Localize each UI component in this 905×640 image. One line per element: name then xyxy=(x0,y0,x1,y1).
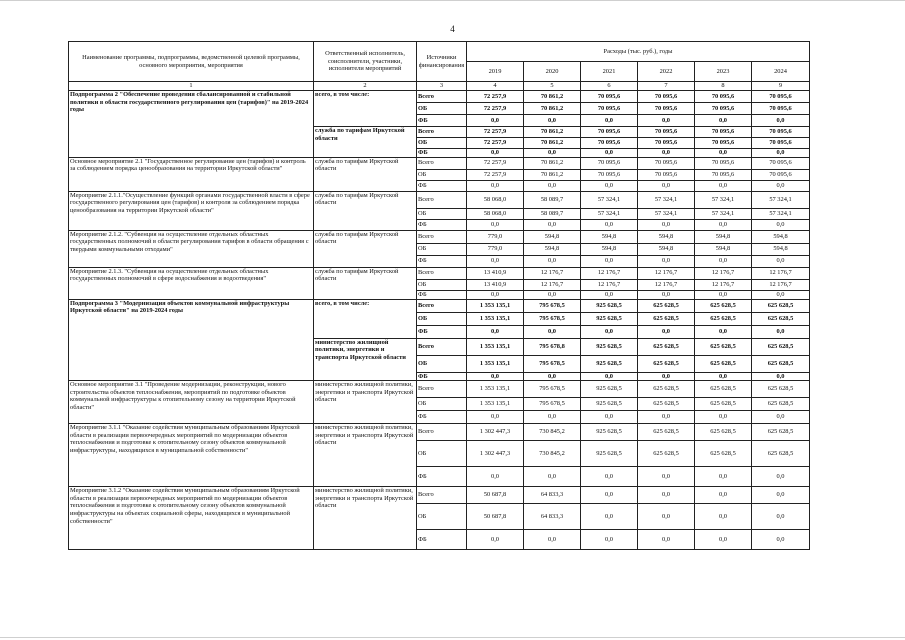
expense-value: 0,0 xyxy=(752,180,810,191)
expense-value: 57 324,1 xyxy=(581,208,638,219)
expense-value: 70 095,6 xyxy=(752,127,810,138)
expense-value: 925 628,5 xyxy=(581,424,638,441)
expense-value: 0,0 xyxy=(695,149,752,158)
scan-edge-bottom xyxy=(0,637,905,638)
expense-value: 1 353 135,1 xyxy=(467,398,524,411)
executor-cell: министерство жилищной политики, энергетики и транспорта Иркутской области xyxy=(314,424,417,487)
expense-value: 0,0 xyxy=(581,411,638,424)
expense-value: 70 095,6 xyxy=(581,91,638,103)
expense-value: 0,0 xyxy=(467,530,524,550)
expense-value: 0,0 xyxy=(467,149,524,158)
expense-value: 625 628,5 xyxy=(638,355,695,372)
expense-value: 12 176,7 xyxy=(695,267,752,279)
expense-value: 1 353 135,1 xyxy=(467,299,524,312)
funding-source: ОБ xyxy=(417,504,467,530)
funding-source: Всего xyxy=(417,91,467,103)
expense-value: 0,0 xyxy=(752,255,810,267)
column-index: 6 xyxy=(581,82,638,91)
expense-value: 12 176,7 xyxy=(638,279,695,290)
expense-value: 0,0 xyxy=(467,219,524,230)
expense-value: 925 628,5 xyxy=(581,441,638,467)
expense-value: 57 324,1 xyxy=(638,191,695,208)
expense-value: 625 628,5 xyxy=(752,381,810,398)
expense-value: 779,0 xyxy=(467,230,524,243)
expense-value: 70 095,6 xyxy=(695,103,752,115)
funding-source: Всего xyxy=(417,267,467,279)
expense-value: 0,0 xyxy=(695,115,752,127)
expense-value: 0,0 xyxy=(524,115,581,127)
funding-source: Всего xyxy=(417,487,467,504)
expense-value: 0,0 xyxy=(752,372,810,381)
activity-name: Основное мероприятие 3.1 "Проведение модернизации, реконструкции, нового строительства объектов теплоснабжения, мероприятий по подготовке объектов коммунальной инфраструктуры к отопительному сезону на территории Иркутской области" xyxy=(69,381,314,424)
expense-value: 0,0 xyxy=(524,180,581,191)
expense-value: 925 628,5 xyxy=(581,299,638,312)
expense-value: 70 095,6 xyxy=(752,157,810,169)
expense-value: 1 353 135,1 xyxy=(467,355,524,372)
funding-source: ФБ xyxy=(417,325,467,338)
expense-value: 0,0 xyxy=(638,219,695,230)
expense-value: 0,0 xyxy=(695,372,752,381)
expense-value: 0,0 xyxy=(581,325,638,338)
expense-value: 925 628,5 xyxy=(581,338,638,355)
activity-name: Мероприятие 3.1.1 "Оказание содействия муниципальным образованиям Иркутской области в реализации первоочередных мероприятий по модернизации объектов теплоснабжения и подготовке к отопительному сезону объектов коммунальной инфраструктуры, находящихся в муниципальной собственности" xyxy=(69,424,314,487)
expense-value: 0,0 xyxy=(467,411,524,424)
expense-value: 0,0 xyxy=(752,411,810,424)
expense-value: 57 324,1 xyxy=(752,208,810,219)
expense-value: 779,0 xyxy=(467,243,524,255)
expense-value: 0,0 xyxy=(524,219,581,230)
header-year: 2021 xyxy=(581,62,638,82)
expense-value: 625 628,5 xyxy=(638,381,695,398)
expense-value: 70 095,6 xyxy=(581,138,638,149)
expense-value: 0,0 xyxy=(695,325,752,338)
expense-value: 0,0 xyxy=(524,411,581,424)
expense-value: 0,0 xyxy=(581,467,638,487)
expense-value: 1 302 447,3 xyxy=(467,441,524,467)
funding-source: ОБ xyxy=(417,398,467,411)
expense-value: 12 176,7 xyxy=(695,279,752,290)
expense-value: 70 095,6 xyxy=(638,157,695,169)
header-executor: Ответственный исполнитель, соисполнители, участники, исполнители мероприятий xyxy=(314,42,417,82)
header-year: 2019 xyxy=(467,62,524,82)
expense-value: 70 095,6 xyxy=(581,169,638,180)
expense-value: 70 095,6 xyxy=(638,103,695,115)
expense-value: 0,0 xyxy=(752,467,810,487)
expense-value: 70 095,6 xyxy=(695,91,752,103)
page-number: 4 xyxy=(450,24,455,34)
executor-cell: служба по тарифам Иркутской области xyxy=(314,127,417,158)
expense-value: 0,0 xyxy=(752,487,810,504)
expense-value: 625 628,5 xyxy=(695,424,752,441)
expense-value: 12 176,7 xyxy=(524,267,581,279)
expense-value: 1 302 447,3 xyxy=(467,424,524,441)
funding-source: Всего xyxy=(417,299,467,312)
expense-value: 50 687,8 xyxy=(467,504,524,530)
funding-source: ФБ xyxy=(417,411,467,424)
expense-value: 594,8 xyxy=(752,243,810,255)
expense-value: 58 089,7 xyxy=(524,208,581,219)
expense-value: 594,8 xyxy=(638,243,695,255)
expense-value: 625 628,5 xyxy=(638,398,695,411)
expense-value: 72 257,9 xyxy=(467,169,524,180)
expense-value: 795 678,5 xyxy=(524,299,581,312)
expense-value: 625 628,5 xyxy=(695,381,752,398)
expense-value: 625 628,5 xyxy=(752,424,810,441)
expense-value: 0,0 xyxy=(638,149,695,158)
expense-value: 625 628,5 xyxy=(695,355,752,372)
executor-cell: министерство жилищной политики, энергетики и транспорта Иркутской области xyxy=(314,381,417,424)
expense-value: 925 628,5 xyxy=(581,312,638,325)
funding-source: ОБ xyxy=(417,138,467,149)
expense-value: 0,0 xyxy=(695,411,752,424)
expense-value: 795 678,5 xyxy=(524,355,581,372)
expense-value: 625 628,5 xyxy=(752,398,810,411)
expense-value: 0,0 xyxy=(581,219,638,230)
expense-value: 0,0 xyxy=(638,290,695,299)
expense-value: 795 678,8 xyxy=(524,338,581,355)
expense-value: 70 095,6 xyxy=(752,138,810,149)
expense-value: 57 324,1 xyxy=(581,191,638,208)
header-year: 2024 xyxy=(752,62,810,82)
expense-value: 57 324,1 xyxy=(695,191,752,208)
funding-source: Всего xyxy=(417,157,467,169)
activity-name: Мероприятие 3.1.2 "Оказание содействия муниципальным образованиям Иркутской области в реализации первоочередных мероприятий по модернизации объектов теплоснабжения и подготовке к отопительному сезону объектов коммунальной инфраструктуры на объектах социальной сферы, находящихся в муниципальной собственности" xyxy=(69,487,314,550)
expense-value: 0,0 xyxy=(752,325,810,338)
expense-value: 12 176,7 xyxy=(752,267,810,279)
expense-value: 0,0 xyxy=(638,325,695,338)
expense-value: 70 095,6 xyxy=(752,169,810,180)
expense-value: 0,0 xyxy=(695,467,752,487)
column-index: 9 xyxy=(752,82,810,91)
expense-value: 70 095,6 xyxy=(638,138,695,149)
header-year: 2020 xyxy=(524,62,581,82)
expense-value: 625 628,5 xyxy=(638,441,695,467)
expense-value: 70 095,6 xyxy=(695,138,752,149)
expense-value: 594,8 xyxy=(524,243,581,255)
expense-value: 72 257,9 xyxy=(467,91,524,103)
expense-value: 70 095,6 xyxy=(695,157,752,169)
funding-source: Всего xyxy=(417,191,467,208)
expense-value: 0,0 xyxy=(524,149,581,158)
expense-value: 1 353 135,1 xyxy=(467,381,524,398)
expense-value: 70 861,2 xyxy=(524,157,581,169)
expense-value: 13 410,9 xyxy=(467,279,524,290)
expense-value: 0,0 xyxy=(638,180,695,191)
expense-value: 0,0 xyxy=(524,530,581,550)
expense-value: 925 628,5 xyxy=(581,398,638,411)
header-expenses: Расходы (тыс. руб.), годы xyxy=(467,42,810,62)
funding-source: Всего xyxy=(417,338,467,355)
funding-source: ФБ xyxy=(417,372,467,381)
expense-value: 625 628,5 xyxy=(695,398,752,411)
activity-name: Мероприятие 2.1.3. "Субвенция на осуществление отдельных областных государственных полномочий в сфере водоснабжения и водоотведения" xyxy=(69,267,314,299)
expense-value: 0,0 xyxy=(638,411,695,424)
column-index: 7 xyxy=(638,82,695,91)
expense-value: 0,0 xyxy=(752,530,810,550)
expense-value: 625 628,5 xyxy=(695,441,752,467)
expense-value: 12 176,7 xyxy=(638,267,695,279)
expense-value: 0,0 xyxy=(752,149,810,158)
column-index: 5 xyxy=(524,82,581,91)
expense-value: 0,0 xyxy=(638,372,695,381)
funding-source: ОБ xyxy=(417,312,467,325)
expense-value: 625 628,5 xyxy=(752,312,810,325)
expense-value: 70 095,6 xyxy=(695,169,752,180)
funding-source: ОБ xyxy=(417,441,467,467)
expense-value: 70 095,6 xyxy=(581,157,638,169)
funding-source: ФБ xyxy=(417,180,467,191)
subprogram-2-name: Подпрограмма 2 "Обеспечение проведения сбалансированной и стабильной политики в области государственного регулирования цен (тарифов)" на 2019-2024 годы xyxy=(69,91,314,158)
expense-value: 0,0 xyxy=(695,180,752,191)
expense-value: 58 068,0 xyxy=(467,191,524,208)
funding-source: ОБ xyxy=(417,208,467,219)
expense-value: 730 845,2 xyxy=(524,424,581,441)
expense-value: 594,8 xyxy=(752,230,810,243)
expenses-table-body xyxy=(69,91,810,550)
expense-value: 70 095,6 xyxy=(638,91,695,103)
expense-value: 12 176,7 xyxy=(524,279,581,290)
executor-cell: служба по тарифам Иркутской области xyxy=(314,230,417,267)
expense-value: 0,0 xyxy=(524,467,581,487)
expense-value: 0,0 xyxy=(638,504,695,530)
expense-value: 72 257,9 xyxy=(467,103,524,115)
expense-value: 795 678,5 xyxy=(524,312,581,325)
expense-value: 12 176,7 xyxy=(581,267,638,279)
expense-value: 625 628,5 xyxy=(752,299,810,312)
expense-value: 0,0 xyxy=(467,290,524,299)
expense-value: 70 861,2 xyxy=(524,91,581,103)
expense-value: 625 628,5 xyxy=(752,355,810,372)
column-index: 2 xyxy=(314,82,417,91)
funding-source: ФБ xyxy=(417,149,467,158)
expense-value: 70 095,6 xyxy=(638,127,695,138)
expense-value: 625 628,5 xyxy=(695,299,752,312)
expense-value: 72 257,9 xyxy=(467,127,524,138)
expense-value: 13 410,9 xyxy=(467,267,524,279)
expense-value: 64 833,3 xyxy=(524,487,581,504)
activity-name: Основное мероприятие 2.1 "Государственное регулирование цен (тарифов) и контроль за соблюдением порядка ценообразования на территории Иркутской области" xyxy=(69,157,314,191)
expense-value: 0,0 xyxy=(695,219,752,230)
expense-value: 0,0 xyxy=(581,115,638,127)
expense-value: 594,8 xyxy=(581,243,638,255)
expense-value: 0,0 xyxy=(467,115,524,127)
funding-source: ФБ xyxy=(417,115,467,127)
expense-value: 0,0 xyxy=(467,325,524,338)
expense-value: 625 628,5 xyxy=(695,338,752,355)
funding-source: ФБ xyxy=(417,467,467,487)
activity-name: Мероприятие 2.1.2. "Субвенция на осуществление отдельных областных государственных полномочий в области регулирования тарифов в области обращения с твердыми коммунальными отходами" xyxy=(69,230,314,267)
expense-value: 0,0 xyxy=(638,487,695,504)
expense-value: 625 628,5 xyxy=(752,441,810,467)
expense-value: 1 353 135,1 xyxy=(467,312,524,325)
expense-value: 0,0 xyxy=(581,180,638,191)
expense-value: 625 628,5 xyxy=(695,312,752,325)
expense-value: 57 324,1 xyxy=(752,191,810,208)
expense-value: 70 861,2 xyxy=(524,127,581,138)
funding-source: Всего xyxy=(417,230,467,243)
expense-value: 70 095,6 xyxy=(752,91,810,103)
expense-value: 0,0 xyxy=(695,290,752,299)
expense-value: 925 628,5 xyxy=(581,381,638,398)
expense-value: 0,0 xyxy=(524,325,581,338)
funding-source: ОБ xyxy=(417,355,467,372)
expense-value: 0,0 xyxy=(467,180,524,191)
executor-cell: служба по тарифам Иркутской области xyxy=(314,157,417,191)
expense-value: 72 257,9 xyxy=(467,138,524,149)
expense-value: 0,0 xyxy=(638,530,695,550)
expense-value: 594,8 xyxy=(638,230,695,243)
expense-value: 795 678,5 xyxy=(524,398,581,411)
funding-source: ФБ xyxy=(417,255,467,267)
expense-value: 0,0 xyxy=(695,504,752,530)
expense-value: 58 068,0 xyxy=(467,208,524,219)
expense-value: 0,0 xyxy=(524,372,581,381)
expense-value: 0,0 xyxy=(752,504,810,530)
expense-value: 12 176,7 xyxy=(581,279,638,290)
funding-source: ОБ xyxy=(417,243,467,255)
expense-value: 0,0 xyxy=(752,115,810,127)
expense-value: 594,8 xyxy=(581,230,638,243)
expense-value: 0,0 xyxy=(695,255,752,267)
funding-source: Всего xyxy=(417,424,467,441)
funding-source: Всего xyxy=(417,127,467,138)
expenses-table xyxy=(68,41,810,550)
expense-value: 0,0 xyxy=(638,467,695,487)
expense-value: 0,0 xyxy=(581,255,638,267)
expense-value: 0,0 xyxy=(581,290,638,299)
expense-value: 0,0 xyxy=(752,219,810,230)
expense-value: 70 095,6 xyxy=(695,127,752,138)
expense-value: 0,0 xyxy=(581,530,638,550)
expense-value: 70 095,6 xyxy=(581,103,638,115)
subprogram-3-name: Подпрограмма 3 "Модернизация объектов коммунальной инфраструктуры Иркутской области" на 2019-2024 годы xyxy=(69,299,314,381)
executor-cell: служба по тарифам Иркутской области xyxy=(314,191,417,230)
expense-value: 0,0 xyxy=(695,487,752,504)
expense-value: 57 324,1 xyxy=(695,208,752,219)
expense-value: 795 678,5 xyxy=(524,381,581,398)
column-index: 4 xyxy=(467,82,524,91)
header-name: Наименование программы, подпрограммы, ведомственной целевой программы, основного мероприятия, мероприятия xyxy=(69,42,314,82)
expense-value: 0,0 xyxy=(638,255,695,267)
executor-cell: всего, в том числе: xyxy=(314,91,417,127)
column-index: 3 xyxy=(417,82,467,91)
expense-value: 72 257,9 xyxy=(467,157,524,169)
header-year: 2023 xyxy=(695,62,752,82)
expense-value: 0,0 xyxy=(581,149,638,158)
expense-value: 0,0 xyxy=(524,255,581,267)
funding-source: ОБ xyxy=(417,279,467,290)
expense-value: 70 861,2 xyxy=(524,138,581,149)
expense-value: 594,8 xyxy=(695,230,752,243)
expense-value: 0,0 xyxy=(467,372,524,381)
expenses-table-sheet xyxy=(68,41,809,550)
expense-value: 70 095,6 xyxy=(638,169,695,180)
expense-value: 625 628,5 xyxy=(638,338,695,355)
activity-name: Мероприятие 2.1.1."Осуществление функций органами государственной власти в сфере государственного регулирования цен (тарифов) и контроля за соблюдением порядка ценообразования на территории Иркутской области" xyxy=(69,191,314,230)
expense-value: 730 845,2 xyxy=(524,441,581,467)
expense-value: 0,0 xyxy=(467,255,524,267)
expense-value: 50 687,8 xyxy=(467,487,524,504)
executor-cell: всего, в том числе: xyxy=(314,299,417,338)
header-year: 2022 xyxy=(638,62,695,82)
expense-value: 0,0 xyxy=(467,467,524,487)
expense-value: 58 089,7 xyxy=(524,191,581,208)
expense-value: 1 353 135,1 xyxy=(467,338,524,355)
executor-cell: министерство жилищной политики, энергетики и транспорта Иркутской области xyxy=(314,487,417,550)
funding-source: ФБ xyxy=(417,219,467,230)
expense-value: 70 095,6 xyxy=(581,127,638,138)
scan-edge-top xyxy=(0,0,905,1)
expense-value: 70 095,6 xyxy=(752,103,810,115)
funding-source: ФБ xyxy=(417,530,467,550)
funding-source: Всего xyxy=(417,381,467,398)
expense-value: 0,0 xyxy=(695,530,752,550)
expense-value: 12 176,7 xyxy=(752,279,810,290)
expense-value: 64 833,3 xyxy=(524,504,581,530)
expense-value: 0,0 xyxy=(752,290,810,299)
expense-value: 57 324,1 xyxy=(638,208,695,219)
funding-source: ФБ xyxy=(417,290,467,299)
funding-source: ОБ xyxy=(417,169,467,180)
expense-value: 594,8 xyxy=(695,243,752,255)
expense-value: 625 628,5 xyxy=(638,312,695,325)
expense-value: 625 628,5 xyxy=(752,338,810,355)
expense-value: 625 628,5 xyxy=(638,424,695,441)
expense-value: 70 861,2 xyxy=(524,169,581,180)
expense-value: 0,0 xyxy=(581,504,638,530)
executor-cell: служба по тарифам Иркутской области xyxy=(314,267,417,299)
expense-value: 0,0 xyxy=(581,372,638,381)
expense-value: 594,8 xyxy=(524,230,581,243)
expense-value: 70 861,2 xyxy=(524,103,581,115)
funding-source: ОБ xyxy=(417,103,467,115)
expense-value: 0,0 xyxy=(581,487,638,504)
expense-value: 0,0 xyxy=(638,115,695,127)
expense-value: 925 628,5 xyxy=(581,355,638,372)
header-source: Источники финансирования xyxy=(417,42,467,82)
expense-value: 0,0 xyxy=(524,290,581,299)
column-index-row xyxy=(69,82,810,91)
column-index: 8 xyxy=(695,82,752,91)
expense-value: 625 628,5 xyxy=(638,299,695,312)
executor-cell: министерство жилищной политики, энергетики и транспорта Иркутской области xyxy=(314,338,417,381)
column-index: 1 xyxy=(69,82,314,91)
